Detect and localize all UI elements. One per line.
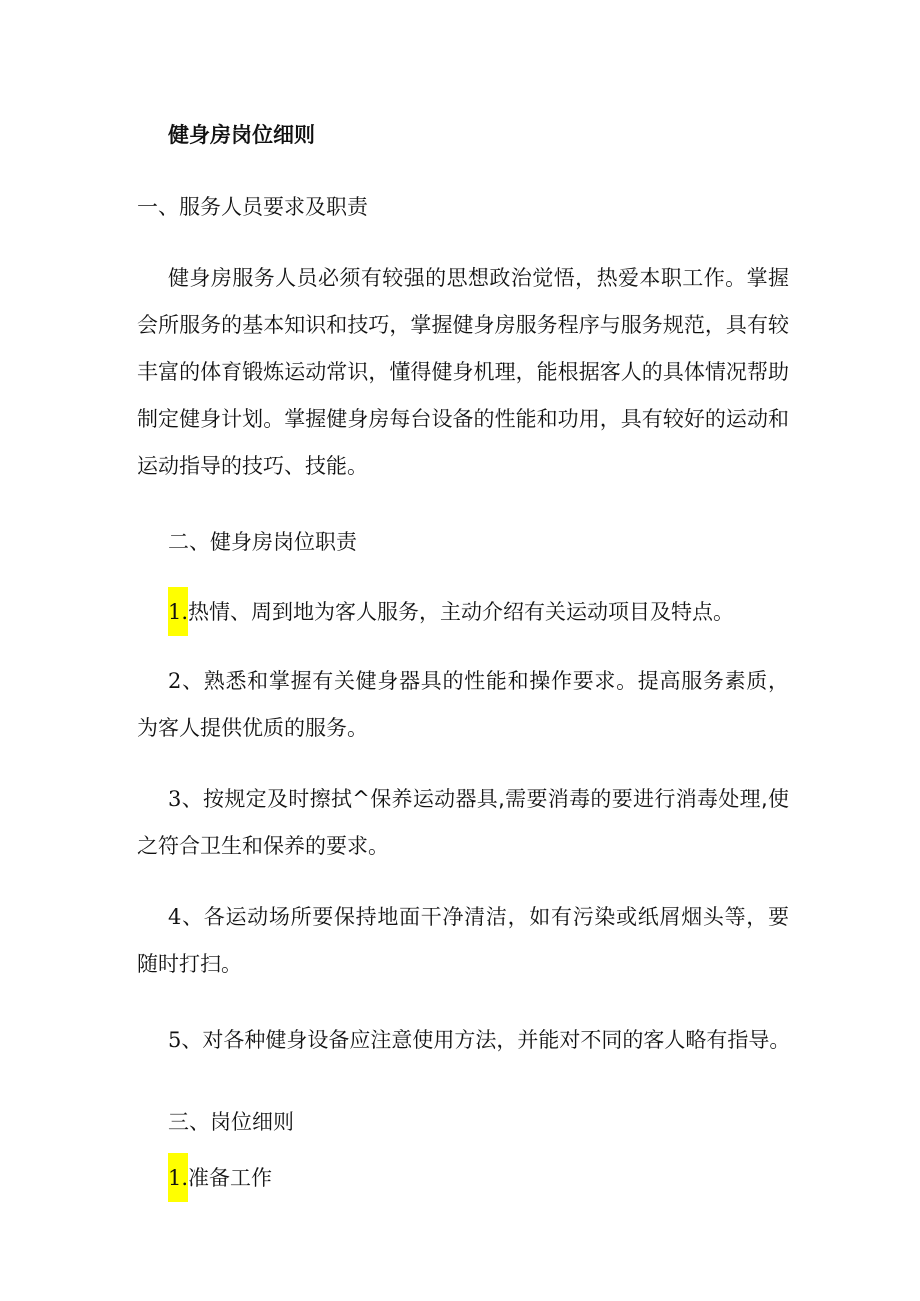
item-text: 热情、周到地为客人服务，主动介绍有关运动项目及特点。 xyxy=(188,600,735,624)
item-text: 准备工作 xyxy=(188,1166,273,1190)
item-number: 5 xyxy=(168,1028,182,1052)
item-text: 、各运动场所要保持地面干净清洁，如有污染或纸屑烟头等，要随时打扫。 xyxy=(137,905,789,976)
section-1-heading: 一、服务人员要求及职责 xyxy=(137,195,368,219)
item-number: 4 xyxy=(168,905,182,929)
duty-item-1 xyxy=(168,597,734,636)
item-text: 、熟悉和掌握有关健身器具的性能和操作要求。提高服务素质，为客人提供优质的服务。 xyxy=(137,669,789,740)
section-1-paragraph: 健身房服务人员必须有较强的思想政治觉悟，热爱本职工作。掌握会所服务的基本知识和技巧，掌握健身房服务程序与服务规范，具有较丰富的体育锻炼运动常识，懂得健身机理，能根据客人的具体情况帮助制定健身计划。掌握健身房每台设备的性能和功用，具有较好的运动和运动指导的技巧、技能。 xyxy=(137,266,789,478)
duty-item-2 xyxy=(137,658,789,752)
section-3-heading: 三、岗位细则 xyxy=(168,1110,294,1134)
document-title: 健身房岗位细则 xyxy=(168,123,315,147)
section-2-heading: 二、健身房岗位职责 xyxy=(168,530,357,554)
duty-item-4 xyxy=(137,894,789,988)
item-text: 、按规定及时擦拭^保养运动器具,需要消毒的要进行消毒处理,使之符合卫生和保养的要求。 xyxy=(137,787,789,858)
duty-item-3 xyxy=(137,776,789,870)
detail-item-1 xyxy=(168,1163,272,1202)
item-number: 2 xyxy=(168,669,182,693)
item-text: 、对各种健身设备应注意使用方法，并能对不同的客人略有指导。 xyxy=(181,1028,791,1052)
item-number: 3 xyxy=(168,787,182,811)
duty-item-5 xyxy=(168,1025,790,1055)
item-number-highlighted: 1. xyxy=(168,587,188,636)
item-number-highlighted: 1. xyxy=(168,1153,188,1202)
